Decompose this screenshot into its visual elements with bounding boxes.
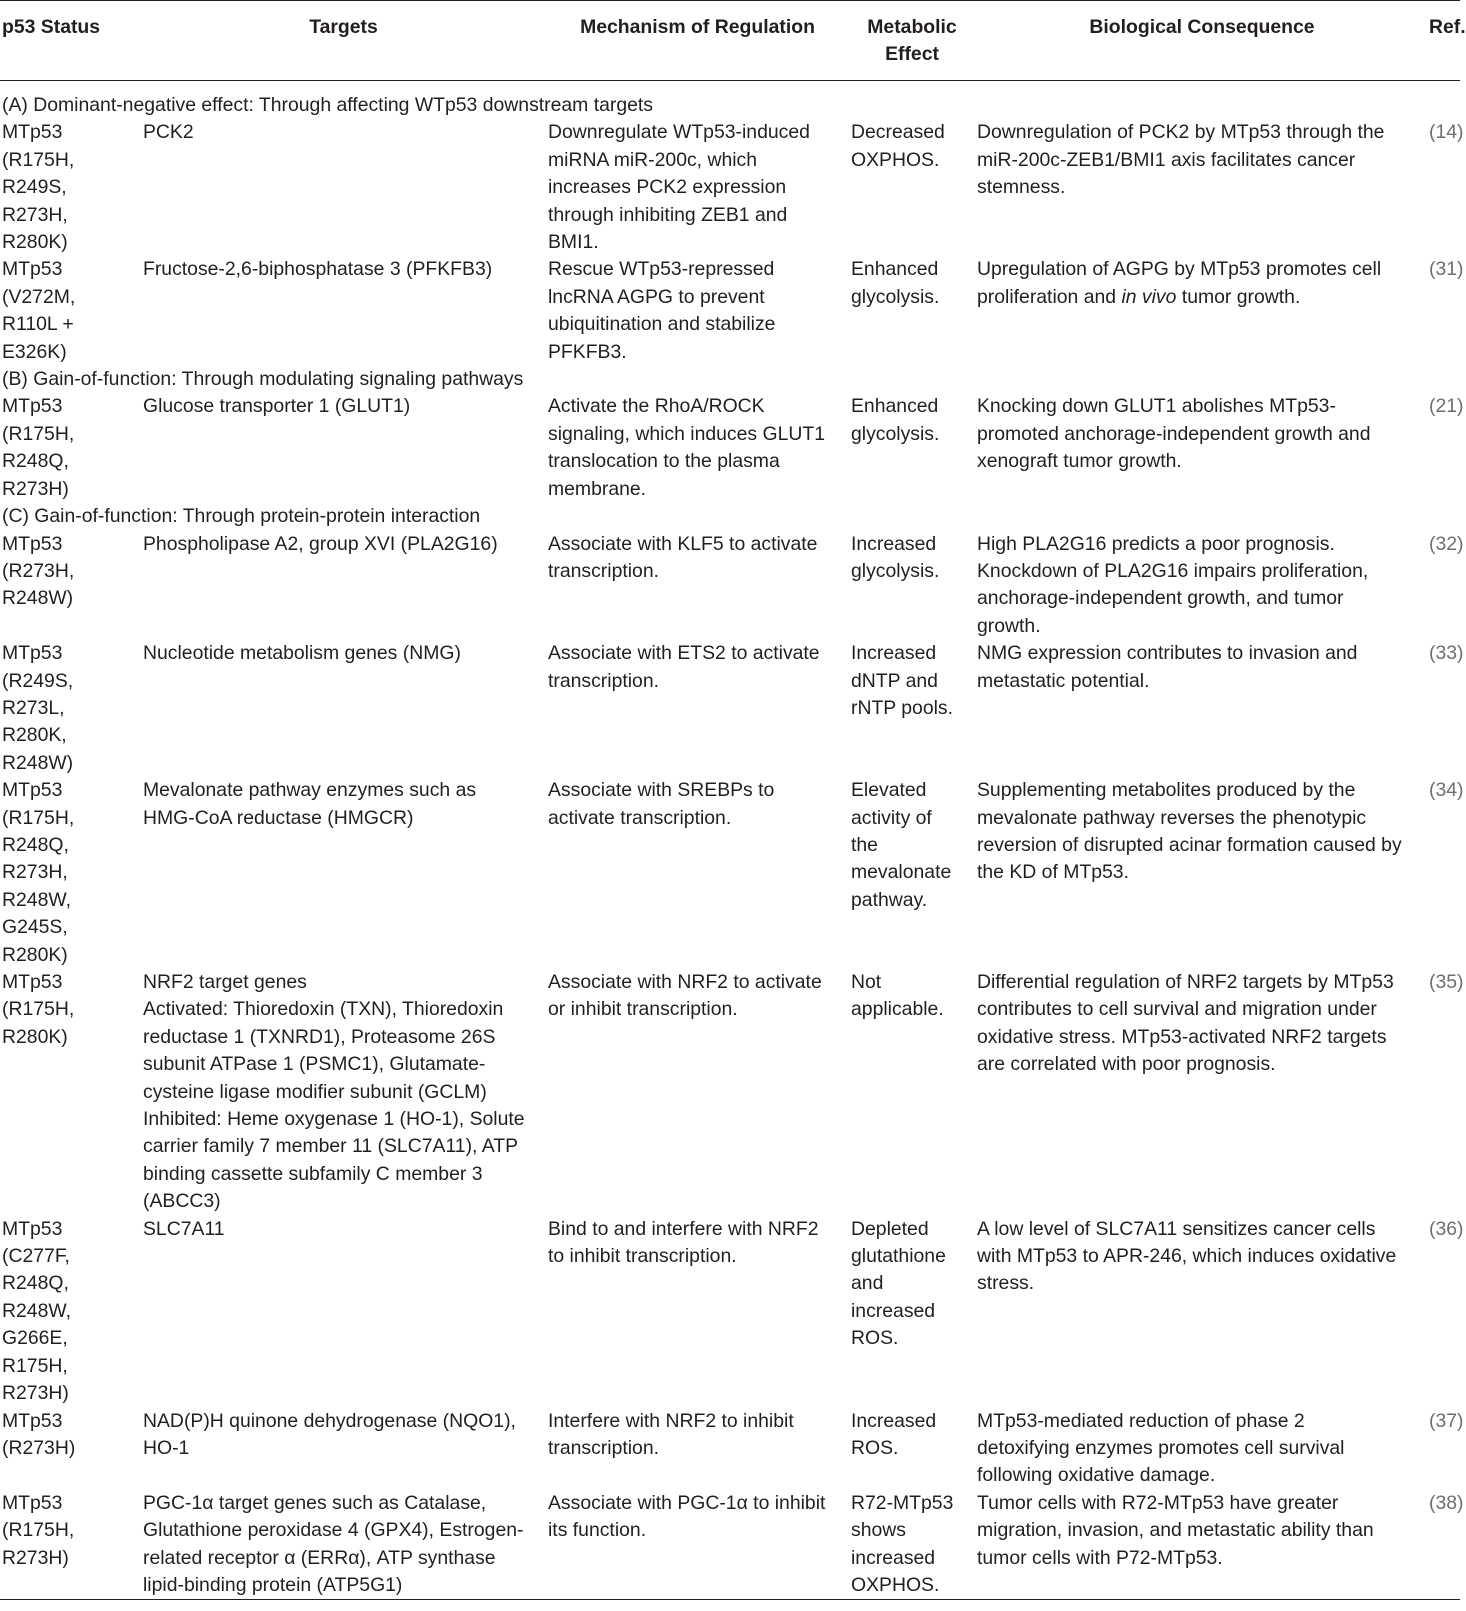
- section-row-c: [0, 503, 1460, 530]
- cell-line: Upregulation of AGPG by MTp53 promotes cell: [977, 258, 1382, 281]
- cell-line: R273H): [2, 1546, 69, 1569]
- cell-line: migration, invasion, and metastatic ability than: [977, 1519, 1374, 1542]
- cell-line: Associate with SREBPs to: [548, 779, 775, 802]
- cell-mechanism: [546, 531, 849, 641]
- cell-line: MTp53: [2, 395, 63, 418]
- table-row: [0, 1408, 1460, 1490]
- cell-biological-consequence: [975, 777, 1429, 969]
- cell-line: R248W,: [2, 888, 71, 911]
- cell-line: reductase 1 (TXNRD1), Proteasome 26S: [143, 1025, 496, 1048]
- cell-line: Fructose-2,6-biphosphatase 3 (PFKFB3): [143, 258, 493, 281]
- cell-line: mevalonate pathway reverses the phenotypic: [977, 806, 1367, 829]
- cell-targets: [141, 640, 546, 777]
- cell-metabolic-effect: [849, 969, 975, 1216]
- header-ref: Ref.: [1429, 1, 1460, 81]
- cell-line: OXPHOS.: [851, 1573, 940, 1596]
- cell-line: [977, 284, 1429, 311]
- cell-targets: [141, 531, 546, 641]
- cell-line: PCK2: [143, 121, 194, 144]
- cell-biological-consequence: [975, 1408, 1429, 1490]
- cell-line: the: [851, 833, 878, 856]
- cell-line: anchorage-independent growth, and tumor: [977, 587, 1344, 610]
- cell-line: R110L +: [2, 313, 74, 336]
- cell-p53-status: [0, 119, 141, 256]
- cell-p53-status: [0, 531, 141, 641]
- cell-line: Mevalonate pathway enzymes such as: [143, 779, 477, 802]
- table-header: [0, 1, 1466, 81]
- cell-line: R280K): [2, 1025, 68, 1048]
- cell-line: Phospholipase A2, group XVI (PLA2G16): [143, 532, 498, 555]
- cell-line: R280K,: [2, 724, 67, 747]
- cell-metabolic-effect: [849, 256, 975, 366]
- cell-p53-status: [0, 969, 141, 1216]
- table-row: [0, 393, 1460, 503]
- cell-line: (R273H,: [2, 559, 75, 582]
- cell-line: growth.: [977, 614, 1041, 637]
- cell-ref: (37): [1429, 1409, 1464, 1432]
- cell-line: miRNA miR-200c, which: [548, 148, 758, 171]
- cell-targets: [141, 119, 546, 256]
- cell-biological-consequence: [975, 531, 1429, 641]
- cell-line: glycolysis.: [851, 559, 940, 582]
- cell-line: (R249S,: [2, 669, 74, 692]
- cell-line: xenograft tumor growth.: [977, 450, 1182, 473]
- header-targets: Targets: [141, 1, 546, 81]
- cell-line: contributes to cell survival and migration under: [977, 998, 1377, 1021]
- cell-targets: [141, 1216, 546, 1408]
- cell-line: R273H,: [2, 861, 68, 884]
- cell-line: Increased: [851, 1409, 937, 1432]
- cell-line: R249S,: [2, 176, 67, 199]
- cell-line: Increased: [851, 532, 937, 555]
- cell-line: Activate the RhoA/ROCK: [548, 395, 765, 418]
- cell-line: G245S,: [2, 916, 68, 939]
- text-run: proliferation and: [977, 285, 1122, 308]
- cell-ref: (33): [1429, 642, 1464, 665]
- cell-line: R273H): [2, 477, 69, 500]
- cell-line: ROS.: [851, 1327, 899, 1350]
- cell-line: oxidative stress. MTp53-activated NRF2 targets: [977, 1025, 1387, 1048]
- cell-line: Not: [851, 971, 882, 993]
- cell-line: (R175H,: [2, 1519, 75, 1542]
- cell-line: mevalonate: [851, 861, 952, 884]
- cell-line: its function.: [548, 1519, 647, 1542]
- header-mechanism: Mechanism of Regulation: [546, 1, 849, 81]
- cell-ref: (31): [1429, 258, 1464, 281]
- cell-mechanism: [546, 777, 849, 969]
- section-row-b: [0, 366, 1460, 393]
- cell-line: BMI1.: [548, 231, 599, 254]
- cell-line: R273L,: [2, 696, 65, 719]
- cell-line: and: [851, 1272, 884, 1295]
- cell-line: Nucleotide metabolism genes (NMG): [143, 642, 461, 665]
- cell-line: R248Q,: [2, 450, 69, 473]
- cell-p53-status: [0, 640, 141, 777]
- cell-line: ubiquitination and stabilize: [548, 313, 776, 336]
- cell-line: MTp53: [2, 532, 63, 555]
- cell-line: HO-1: [143, 1436, 190, 1459]
- cell-line: detoxifying enzymes promotes cell survival: [977, 1436, 1345, 1459]
- cell-targets: [141, 969, 546, 1216]
- cell-line: NAD(P)H quinone dehydrogenase (NQO1),: [143, 1409, 516, 1432]
- cell-line: reversion of disrupted acinar formation caused by: [977, 833, 1402, 856]
- cell-targets: [141, 777, 546, 969]
- cell-mechanism: [546, 1490, 849, 1600]
- cell-ref: (32): [1429, 532, 1464, 555]
- section-heading: (C) Gain-of-function: Through protein-protein interaction: [2, 505, 481, 528]
- cell-line: MTp53: [2, 1217, 63, 1240]
- cell-line: E326K): [2, 340, 67, 363]
- cell-metabolic-effect: [849, 1216, 975, 1408]
- cell-line: glycolysis.: [851, 422, 940, 445]
- cell-line: glycolysis.: [851, 285, 940, 308]
- table-row: [0, 777, 1460, 969]
- cell-line: MTp53: [2, 1491, 63, 1514]
- cell-line: ROS.: [851, 1436, 899, 1459]
- cell-line: transcription.: [548, 669, 660, 692]
- section-row-a: [0, 81, 1460, 120]
- cell-line: R248Q,: [2, 833, 69, 856]
- cell-line: Downregulate WTp53-induced: [548, 121, 810, 144]
- table-body: [0, 81, 1464, 1600]
- cell-line: Activated: Thioredoxin (TXN), Thioredoxin: [143, 998, 504, 1021]
- cell-line: Bind to and interfere with NRF2: [548, 1217, 819, 1240]
- cell-line: following oxidative damage.: [977, 1464, 1216, 1487]
- cell-line: Interfere with NRF2 to inhibit: [548, 1409, 794, 1432]
- cell-metabolic-effect: [849, 1490, 975, 1600]
- cell-line: stemness.: [977, 176, 1066, 199]
- table-row: [0, 256, 1460, 366]
- cell-line: R248Q,: [2, 1272, 69, 1295]
- cell-line: HMG-CoA reductase (HMGCR): [143, 806, 414, 829]
- cell-line: Associate with PGC-1α to inhibit: [548, 1491, 826, 1514]
- cell-line: with MTp53 to APR-246, which induces oxidative: [977, 1245, 1397, 1268]
- section-heading: (B) Gain-of-function: Through modulating signaling pathways: [2, 368, 524, 391]
- cell-line: Glucose transporter 1 (GLUT1): [143, 395, 411, 418]
- cell-line: (R175H,: [2, 806, 75, 829]
- cell-line: (V272M,: [2, 285, 76, 308]
- cell-p53-status: [0, 1490, 141, 1600]
- table-row: [0, 1216, 1460, 1408]
- cell-line: tumor cells with P72-MTp53.: [977, 1546, 1223, 1569]
- cell-line: R175H,: [2, 1354, 68, 1377]
- cell-line: MTp53: [2, 779, 63, 802]
- cell-line: dNTP and: [851, 669, 938, 692]
- cell-p53-status: [0, 393, 141, 503]
- cell-line: Enhanced: [851, 395, 939, 418]
- section-heading: (A) Dominant-negative effect: Through affecting WTp53 downstream targets: [2, 94, 653, 116]
- cell-line: R273H,: [2, 203, 68, 226]
- cell-line: R248W,: [2, 1299, 71, 1322]
- cell-line: Glutathione peroxidase 4 (GPX4), Estrogen-: [143, 1519, 524, 1542]
- cell-line: PGC-1α target genes such as Catalase,: [143, 1491, 487, 1514]
- cell-targets: [141, 1490, 546, 1600]
- cell-targets: [141, 256, 546, 366]
- cell-line: miR-200c-ZEB1/BMI1 axis facilitates cancer: [977, 148, 1356, 171]
- cell-line: promoted anchorage-independent growth and: [977, 422, 1371, 445]
- header-row: [0, 1, 1460, 81]
- cell-line: metastatic potential.: [977, 669, 1150, 692]
- cell-line: transcription.: [548, 1436, 660, 1459]
- header-metabolic-effect: [849, 1, 975, 81]
- cell-line: MTp53-mediated reduction of phase 2: [977, 1409, 1305, 1432]
- cell-line: MTp53: [2, 258, 63, 281]
- cell-line: R248W): [2, 751, 74, 774]
- cell-mechanism: [546, 1408, 849, 1490]
- cell-line: applicable.: [851, 998, 944, 1021]
- cell-biological-consequence: [975, 393, 1429, 503]
- table-row: [0, 969, 1460, 1216]
- italic-text-run: in vivo: [1121, 285, 1177, 308]
- cell-mechanism: [546, 119, 849, 256]
- cell-ref: (34): [1429, 779, 1464, 802]
- cell-line: R273H): [2, 1382, 69, 1405]
- cell-ref: (21): [1429, 395, 1464, 418]
- cell-line: Associate with ETS2 to activate: [548, 642, 820, 665]
- cell-line: related receptor α (ERRα), ATP synthase: [143, 1546, 496, 1569]
- cell-line: (R175H,: [2, 998, 75, 1021]
- cell-line: Knockdown of PLA2G16 impairs proliferation,: [977, 559, 1369, 582]
- cell-line: MTp53: [2, 1409, 63, 1432]
- cell-line: Associate with KLF5 to activate: [548, 532, 818, 555]
- cell-line: binding cassette subfamily C member 3: [143, 1162, 483, 1185]
- cell-biological-consequence: [975, 256, 1429, 366]
- header-metabolic-effect-line1: Metabolic: [867, 16, 957, 38]
- cell-targets: [141, 393, 546, 503]
- cell-line: R280K): [2, 943, 68, 966]
- cell-line: Differential regulation of NRF2 targets by MTp53: [977, 971, 1394, 993]
- cell-line: increased: [851, 1299, 936, 1322]
- table-row: [0, 640, 1460, 777]
- cell-metabolic-effect: [849, 777, 975, 969]
- cell-line: are correlated with poor prognosis.: [977, 1053, 1276, 1076]
- cell-ref: (36): [1429, 1217, 1464, 1240]
- cell-line: activity of: [851, 806, 932, 829]
- cell-line: Increased: [851, 642, 937, 665]
- cell-line: Supplementing metabolites produced by the: [977, 779, 1356, 802]
- cell-line: Associate with NRF2 to activate: [548, 971, 822, 993]
- cell-p53-status: [0, 256, 141, 366]
- cell-line: through inhibiting ZEB1 and: [548, 203, 788, 226]
- table-row: [0, 1490, 1460, 1600]
- cell-line: G266E,: [2, 1327, 68, 1350]
- cell-targets: [141, 1408, 546, 1490]
- cell-line: Elevated: [851, 779, 927, 802]
- cell-mechanism: [546, 969, 849, 1216]
- cell-line: shows: [851, 1519, 906, 1542]
- header-metabolic-effect-line2: Effect: [885, 43, 939, 65]
- cell-line: activate transcription.: [548, 806, 732, 829]
- cell-biological-consequence: [975, 1216, 1429, 1408]
- cell-line: carrier family 7 member 11 (SLC7A11), ATP: [143, 1135, 518, 1158]
- cell-line: membrane.: [548, 477, 647, 500]
- cell-line: increases PCK2 expression: [548, 176, 787, 199]
- cell-p53-status: [0, 1408, 141, 1490]
- cell-metabolic-effect: [849, 393, 975, 503]
- cell-metabolic-effect: [849, 119, 975, 256]
- cell-line: signaling, which induces GLUT1: [548, 422, 825, 445]
- table-row: [0, 119, 1460, 256]
- cell-line: NMG expression contributes to invasion and: [977, 642, 1358, 665]
- cell-line: Downregulation of PCK2 by MTp53 through the: [977, 121, 1385, 144]
- cell-line: or inhibit transcription.: [548, 998, 738, 1021]
- cell-line: Enhanced: [851, 258, 939, 281]
- cell-line: NRF2 target genes: [143, 971, 307, 993]
- cell-line: MTp53: [2, 642, 63, 665]
- cell-line: MTp53: [2, 121, 63, 144]
- cell-line: R280K): [2, 231, 68, 254]
- table-row: [0, 531, 1460, 641]
- cell-line: (R175H,: [2, 148, 75, 171]
- cell-line: lipid-binding protein (ATP5G1): [143, 1573, 403, 1596]
- cell-line: Depleted: [851, 1217, 929, 1240]
- cell-ref: (35): [1429, 971, 1464, 993]
- cell-mechanism: [546, 256, 849, 366]
- cell-line: (R175H,: [2, 422, 75, 445]
- cell-line: MTp53: [2, 971, 63, 993]
- cell-biological-consequence: [975, 640, 1429, 777]
- cell-line: (ABCC3): [143, 1190, 221, 1213]
- cell-metabolic-effect: [849, 531, 975, 641]
- cell-line: stress.: [977, 1272, 1035, 1295]
- cell-line: glutathione: [851, 1245, 946, 1268]
- header-p53-status: p53 Status: [0, 1, 141, 81]
- text-run: tumor growth.: [1176, 285, 1301, 308]
- cell-metabolic-effect: [849, 640, 975, 777]
- cell-line: Inhibited: Heme oxygenase 1 (HO-1), Solute: [143, 1108, 525, 1131]
- cell-line: rNTP pools.: [851, 696, 954, 719]
- cell-line: A low level of SLC7A11 sensitizes cancer cells: [977, 1217, 1376, 1240]
- cell-line: lncRNA AGPG to prevent: [548, 285, 765, 308]
- cell-p53-status: [0, 777, 141, 969]
- cell-line: Tumor cells with R72-MTp53 have greater: [977, 1491, 1339, 1514]
- cell-biological-consequence: [975, 1490, 1429, 1600]
- cell-line: PFKFB3.: [548, 340, 627, 363]
- cell-line: to inhibit transcription.: [548, 1245, 737, 1268]
- cell-line: High PLA2G16 predicts a poor prognosis.: [977, 532, 1335, 555]
- cell-biological-consequence: [975, 119, 1429, 256]
- cell-line: (C277F,: [2, 1245, 70, 1268]
- cell-biological-consequence: [975, 969, 1429, 1216]
- cell-line: increased: [851, 1546, 936, 1569]
- cell-line: translocation to the plasma: [548, 450, 780, 473]
- cell-p53-status: [0, 1216, 141, 1408]
- cell-line: R72-MTp53: [851, 1491, 954, 1514]
- cell-line: Knocking down GLUT1 abolishes MTp53-: [977, 395, 1336, 418]
- cell-line: Rescue WTp53-repressed: [548, 258, 775, 281]
- cell-ref: (38): [1429, 1490, 1460, 1600]
- cell-line: transcription.: [548, 559, 660, 582]
- cell-mechanism: [546, 393, 849, 503]
- cell-line: cysteine ligase modifier subunit (GCLM): [143, 1080, 487, 1103]
- cell-line: pathway.: [851, 888, 928, 911]
- cell-mechanism: [546, 1216, 849, 1408]
- cell-metabolic-effect: [849, 1408, 975, 1490]
- cell-ref: (14): [1429, 121, 1464, 144]
- cell-line: the KD of MTp53.: [977, 861, 1129, 884]
- cell-line: R248W): [2, 587, 74, 610]
- cell-line: (R273H): [2, 1436, 76, 1459]
- cell-mechanism: [546, 640, 849, 777]
- cell-line: Decreased: [851, 121, 945, 144]
- cell-line: SLC7A11: [143, 1217, 225, 1240]
- cell-line: OXPHOS.: [851, 148, 940, 171]
- header-biological-consequence: Biological Consequence: [975, 1, 1429, 81]
- cell-line: subunit ATPase 1 (PSMC1), Glutamate-: [143, 1053, 486, 1076]
